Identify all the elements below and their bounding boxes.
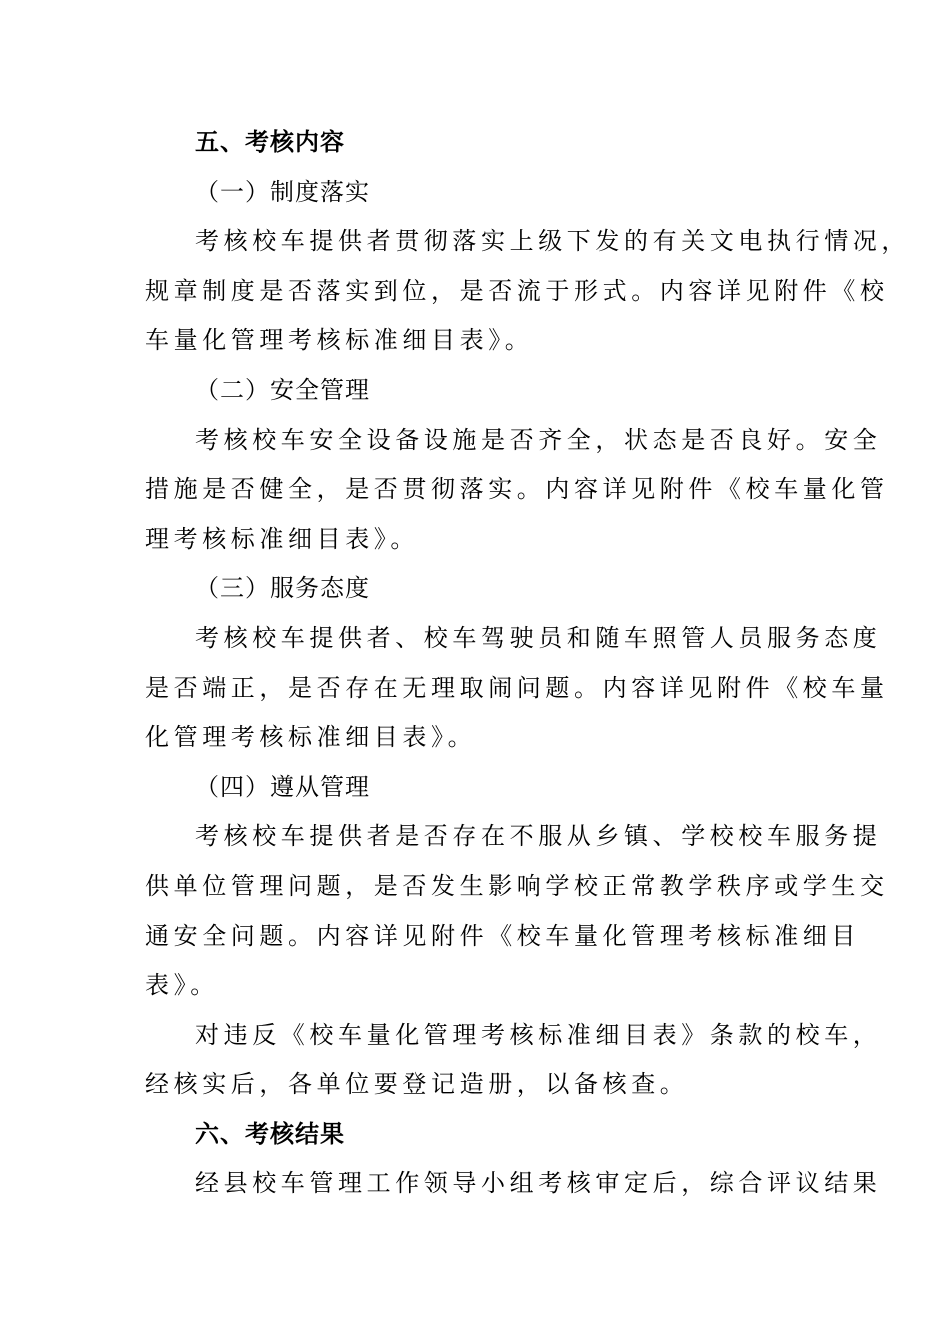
paragraph [145, 1159, 882, 1209]
text-line: 车量化管理考核标准细目表》。 [145, 326, 534, 355]
text-line: 表》。 [145, 971, 219, 1000]
text-line: 化管理考核标准细目表》。 [145, 723, 477, 752]
text-line: 规章制度是否落实到位，是否流于形式。内容详见附件《校 [145, 276, 889, 305]
text-line: 经县校车管理工作领导小组考核审定后，综合评议结果 [195, 1169, 882, 1198]
text-line: 考核校车提供者是否存在不服从乡镇、学校校车服务提 [195, 822, 882, 851]
subsection-heading [145, 763, 817, 813]
paragraph [145, 812, 889, 1010]
text-line: 经核实后，各单位要登记造册，以备核查。 [145, 1070, 689, 1099]
text-line: 考核校车提供者、校车驾驶员和随车照管人员服务态度 [195, 623, 882, 652]
text-line: （二）安全管理 [195, 375, 370, 404]
text-line: 供单位管理问题，是否发生影响学校正常教学秩序或学生交 [145, 871, 889, 900]
section-heading [145, 1110, 817, 1160]
paragraph [145, 614, 889, 763]
text-line: （四）遵从管理 [195, 772, 370, 801]
text-line: 考核校车安全设备设施是否齐全，状态是否良好。安全 [195, 425, 882, 454]
text-line: 考核校车提供者贯彻落实上级下发的有关文电执行情况， [195, 227, 910, 256]
text-line: 通安全问题。内容详见附件《校车量化管理考核标准细目 [145, 921, 860, 950]
paragraph [145, 1011, 882, 1110]
paragraph [145, 416, 889, 565]
text-line: （一）制度落实 [195, 177, 370, 206]
subsection-heading [145, 366, 817, 416]
document-body [145, 118, 910, 1209]
text-line: 五、考核内容 [195, 128, 345, 156]
paragraph [145, 217, 910, 366]
subsection-heading [145, 564, 817, 614]
section-heading [145, 118, 817, 168]
text-line: 理考核标准细目表》。 [145, 524, 419, 553]
text-line: 六、考核结果 [195, 1119, 345, 1148]
text-line: （三）服务态度 [195, 574, 370, 603]
text-line: 措施是否健全，是否贯彻落实。内容详见附件《校车量化管 [145, 475, 889, 504]
text-line: 对违反《校车量化管理考核标准细目表》条款的校车， [195, 1020, 882, 1049]
subsection-heading [145, 168, 817, 218]
text-line: 是否端正，是否存在无理取闹问题。内容详见附件《校车量 [145, 673, 889, 702]
